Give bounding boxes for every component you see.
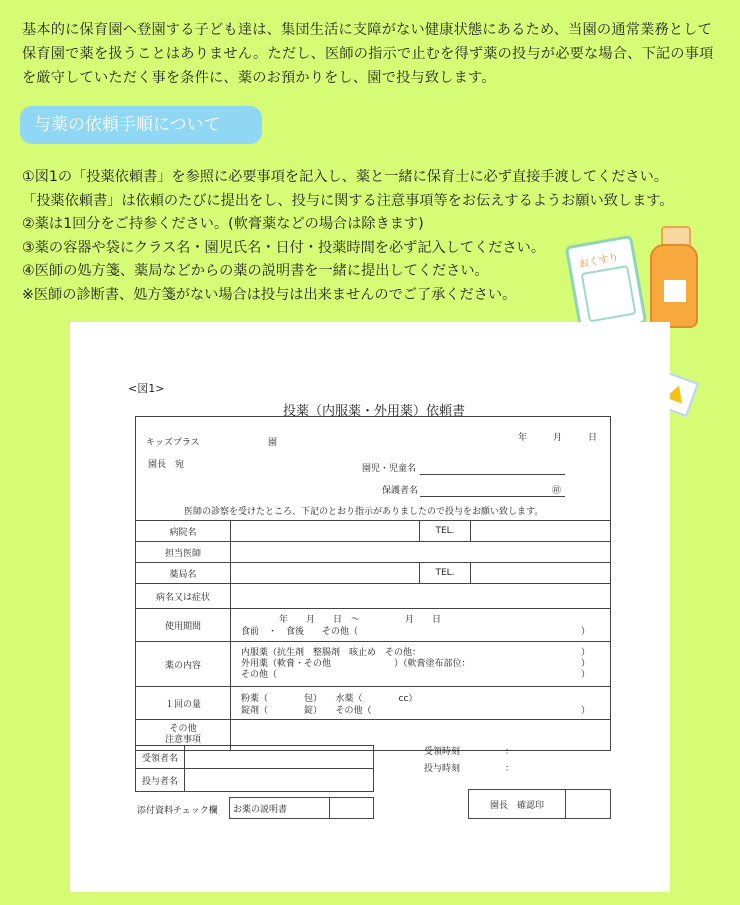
dose-close: ） bbox=[580, 706, 590, 716]
request-text: 医師の診察を受けたところ、下記のとおり指示がありましたので投与をお願い致します。 bbox=[184, 507, 544, 517]
director-stamp-box bbox=[468, 789, 611, 819]
dose-line-1: 粉薬（ 包） 水薬（ cc） bbox=[241, 694, 418, 704]
child-name-line bbox=[420, 474, 565, 475]
contents-row bbox=[136, 642, 610, 687]
step-item: ①図1の「投薬依頼書」を参照に必要事項を記入し、薬と一緒に保育士に必ず直接手渡してください。 bbox=[22, 169, 668, 185]
medicine-bottle-icon bbox=[650, 226, 698, 328]
hospital-field bbox=[231, 521, 420, 541]
giver-row bbox=[136, 769, 373, 791]
pharmacy-field bbox=[231, 563, 420, 583]
step-item: ※医師の診断書、処方箋がない場合は投与は出来ませんのでご了承ください。 bbox=[22, 286, 517, 303]
contents-close-2: ） bbox=[580, 659, 590, 669]
receipt-table bbox=[135, 745, 374, 792]
receiver-field bbox=[185, 746, 373, 768]
receive-time: 受領時刻 ： bbox=[424, 747, 515, 757]
form-title: 投薬（内服薬・外用薬）依頼書 bbox=[282, 404, 465, 419]
tel-label: TEL. bbox=[420, 521, 471, 541]
date-day: 日 bbox=[588, 433, 598, 443]
attach-label: 添付資料チェック欄 bbox=[137, 806, 218, 816]
hospital-tel-field bbox=[471, 521, 610, 541]
guardian-line bbox=[420, 496, 565, 497]
tel-label-2: TEL. bbox=[420, 563, 471, 583]
intro-text: 基本的に保育園へ登園する子ども達は、集団生活に支障がない健康状態にあるため、当園の通常業務として保育園で薬を扱うことはありません。ただし、医師の指示で止むを得ず薬の投与が必要な場合、下記の事項を厳守していただく事を条件に、薬のお預かりをし、園で投与致します。 bbox=[22, 22, 714, 86]
doctor-row bbox=[136, 542, 610, 563]
period-close: ） bbox=[580, 627, 590, 637]
dose-field bbox=[231, 687, 610, 719]
contents-label: 薬の内容 bbox=[136, 642, 231, 686]
step-item: ③薬の容器や袋にクラス名・園児氏名・日付・投薬時間を必ず記入してください。 bbox=[22, 239, 546, 256]
giver-label: 投与者名 bbox=[136, 769, 185, 791]
contents-field bbox=[231, 642, 610, 686]
illness-label: 病名又は症状 bbox=[136, 584, 231, 608]
contents-line-2: 外用薬（軟膏・その他 ）（軟膏塗布部位： bbox=[241, 659, 471, 669]
step-item: ②薬は1回分をご持参ください。(軟膏薬などの場合は除きます) bbox=[22, 216, 424, 232]
contents-line-1: 内服薬（抗生剤 整腸剤 咳止め その他： bbox=[241, 648, 422, 658]
date-month: 月 bbox=[553, 433, 563, 443]
envelope-window bbox=[581, 265, 637, 323]
contents-close-3: ） bbox=[580, 670, 590, 680]
attach-checkbox bbox=[330, 798, 373, 818]
period-timing: 食前 ・ 食後 その他（ bbox=[241, 627, 359, 637]
hospital-row bbox=[136, 521, 610, 542]
dose-row bbox=[136, 687, 610, 720]
school-name: キッズプラス bbox=[146, 438, 200, 448]
medication-request-form bbox=[135, 416, 611, 751]
doctor-label: 担当医師 bbox=[136, 542, 231, 562]
dose-line-2: 錠剤（ 錠） その他（ bbox=[241, 706, 372, 716]
receiver-label: 受領者名 bbox=[136, 746, 185, 768]
attach-check-box bbox=[229, 797, 374, 819]
figure-label: <図1> bbox=[128, 382, 165, 395]
contents-line-3: その他（ bbox=[241, 670, 278, 680]
child-name-label: 園児・児童名 bbox=[362, 464, 417, 474]
addressee: 園長 宛 bbox=[148, 460, 185, 470]
period-dates: 年 月 日 ～ 月 日 bbox=[279, 615, 442, 625]
seal-mark: ㊞ bbox=[552, 486, 562, 496]
step-item: ④医師の処方箋、薬局などからの薬の説明書を一緒に提出してください。 bbox=[22, 263, 489, 279]
section-title: 与薬の依頼手順について bbox=[20, 106, 262, 144]
stamp-field bbox=[566, 790, 610, 818]
attach-item: お薬の説明書 bbox=[230, 798, 330, 818]
contents-close-1: ） bbox=[580, 648, 590, 658]
time-fields bbox=[424, 744, 514, 778]
guardian-label: 保護者名 bbox=[382, 486, 419, 496]
period-row bbox=[136, 609, 610, 642]
pharmacy-row bbox=[136, 563, 610, 584]
period-field bbox=[231, 609, 610, 641]
notes-label: その他 注意事項 bbox=[136, 720, 231, 750]
envelope-label: おくすり bbox=[578, 252, 620, 271]
stamp-label: 園長 確認印 bbox=[469, 790, 566, 818]
dose-label: １回の量 bbox=[136, 687, 231, 719]
school-suffix: 園 bbox=[268, 438, 278, 448]
pharmacy-label: 薬局名 bbox=[136, 563, 231, 583]
receiver-row bbox=[136, 746, 373, 769]
step-item: 「投薬依頼書」は依頼のたびに提出をし、投与に関する注意事項等をお伝えするようお願い致します。 bbox=[22, 192, 674, 209]
hospital-label: 病院名 bbox=[136, 521, 231, 541]
form-header bbox=[136, 417, 610, 521]
period-label: 使用期間 bbox=[136, 609, 231, 641]
doctor-field bbox=[231, 542, 610, 562]
give-time: 投与時刻 ： bbox=[424, 764, 515, 774]
pharmacy-tel-field bbox=[471, 563, 610, 583]
illness-row bbox=[136, 584, 610, 609]
illness-field bbox=[231, 584, 610, 608]
date-year: 年 bbox=[518, 433, 528, 443]
giver-field bbox=[185, 769, 373, 791]
